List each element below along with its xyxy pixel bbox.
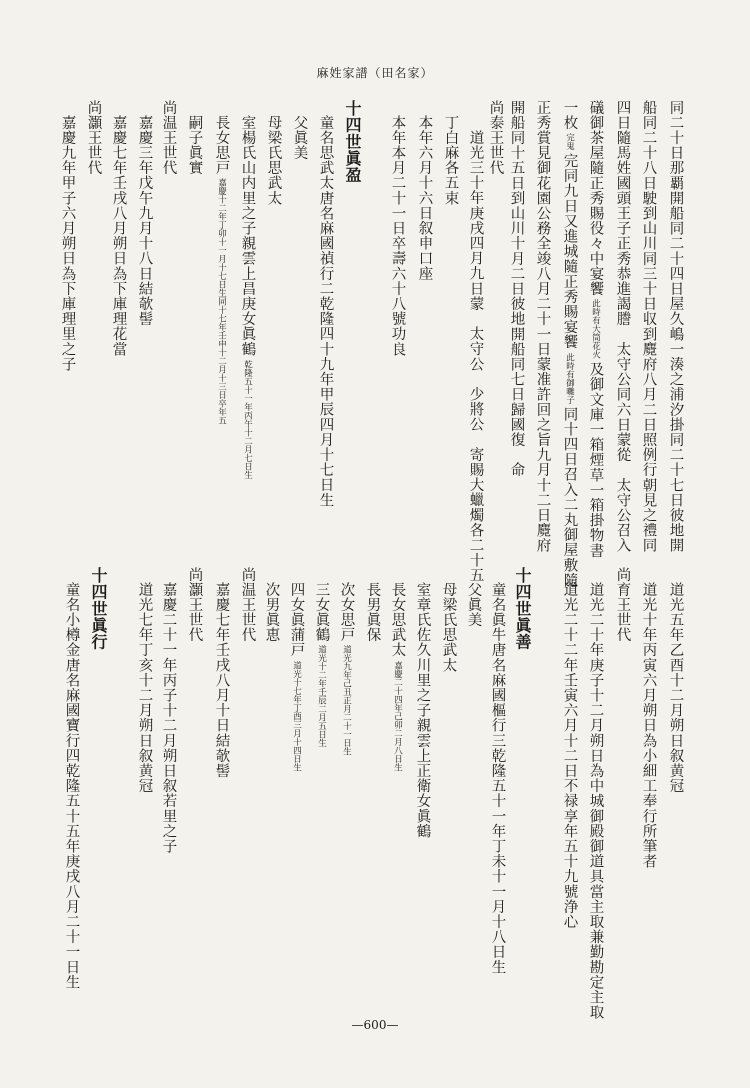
annotation-note: 嘉慶二十四年己卯二月八日生 [392,660,403,771]
text-column [214,115,229,428]
generation-heading [514,567,530,650]
text-column [161,582,176,854]
text-column [292,115,307,160]
text-column [314,582,329,750]
text-column [214,582,229,778]
text-column [240,567,255,643]
column-text: 道光二十二年壬寅六月十二日不禄享年五十九號浄心 [561,582,578,930]
annotation-note: 道光十二年壬辰二月五日生 [316,645,327,748]
text-column [60,115,75,372]
column-text: 丁白麻各五束 [442,115,459,206]
text-column [365,582,380,642]
annotation-note: 此時有大筒花火 [590,299,601,359]
text-column [668,582,683,793]
column-text: 長男眞保 [364,582,381,643]
text-column [390,115,405,357]
page-header: 麻姓家譜（田名家） [316,66,434,80]
text-column [264,582,279,642]
column-text: 嘉慶三年戊午九月十八日結欹髻 [136,115,153,327]
column-text: 同二十日那覇開船同二十四日屋久嶋一湊之浦汐掛同二十七日彼地開 [667,100,684,553]
text-column [415,582,430,839]
annotation-note: 道光十七年丁酉三月十四日生 [291,660,302,771]
column-text: 尚泰王世代 [487,100,504,176]
annotation-note: 嘉慶十二年丁卯十一月十七日生同十七年壬申十二月十三日卒年五 [216,178,227,425]
column-text: 童名小樽金唐名麻國寶行四乾隆五十五年庚戌八月二十一日生 [63,582,80,990]
column-text: 三女眞鶴 [313,582,330,643]
text-column [641,100,656,553]
column-text: 一枚 [561,100,578,131]
column-text: 十四世眞行 [89,567,108,650]
text-column [111,115,126,357]
column-text: 童名眞牛唐名麻國樞行三乾隆五十一年丁未十一月十八日生 [489,582,506,975]
column-text: 母梁氏思武太 [265,115,282,206]
column-text: 嘉慶九年甲子六月朔日為下庫理里之子 [59,115,76,372]
column-text: 本年六月十六日叙申口座 [416,115,433,282]
column-text: 尚温王世代 [239,567,256,643]
text-column [417,115,432,281]
column-text: 嘉慶七年壬戌八月十日結欹髻 [213,582,230,779]
text-column [668,100,683,553]
text-column [266,115,281,206]
column-text: 室章氏佐久川里之子親雲上正衛女眞鶴 [414,582,431,839]
text-column [441,582,456,673]
column-text: 嘉慶二十一年丙子十二月朔日叙若里之子 [160,582,177,854]
text-column [187,115,202,175]
column-text: 尚灝王世代 [85,100,102,176]
column-text: 尚灝王世代 [186,567,203,643]
annotation-note: 乾隆五十一年丙午十二月七日生 [242,359,253,479]
column-text: 尚温王世代 [160,100,177,176]
text-column [615,567,630,643]
column-text: 次女思戸 [338,582,355,643]
column-text: 正秀賞見御花園公務全竣八月二十一日蒙准許回之旨九月十二日麑府 [534,100,551,553]
column-text: 嘉慶七年壬戌八月朔日為下庫理花當 [110,115,127,357]
text-column [488,100,503,176]
column-text: 四日隨馬姓國頭王子正秀恭進謁謄 太守公同六日蒙從 太守公召入 [614,100,631,553]
text-column [64,582,79,990]
column-text: 母梁氏思武太 [440,582,457,673]
column-text: 父眞美 [291,115,308,161]
text-column [509,100,524,478]
text-column [318,115,333,508]
column-text: 本年本月二十一日卒壽六十八號功良 [389,115,406,357]
text-column [443,115,458,206]
column-text: 長女思戸 [213,115,230,176]
text-column [615,100,630,553]
text-column [490,582,505,975]
annotation-note: 此時有御囃子 [564,352,575,404]
column-text: 次男眞恵 [263,582,280,643]
page-number: —600— [351,1018,399,1032]
text-column [240,115,255,482]
text-column [588,582,603,1020]
text-column [137,582,152,793]
column-text: 道光三十年庚戌四月九日蒙 太守公 少將公 寄賜大蠟燭各二十五 [467,130,484,583]
column-text: 道光五年乙酉十二月朔日叙黄冠 [667,582,684,794]
column-text: 開船同十五日到山川十月二日彼地開船同七日歸國復 命 [508,100,525,478]
text-column [137,115,152,326]
column-text: 四女眞蒲戸 [288,582,305,658]
text-column [86,100,101,176]
column-text: 礒御茶屋隨正秀賜役々中宴饗 [587,100,604,297]
column-text: 同十四日召入二丸御屋敷隨 [561,406,578,588]
column-text: 童名思武太唐名麻國禎行二乾隆四十九年甲辰四月十七日生 [317,115,334,508]
column-text: 完同九日又進城隨正秀賜宴饗 [561,153,578,350]
generation-heading [90,567,106,650]
text-column [641,582,656,869]
column-text: 十四世眞盈 [343,100,362,183]
text-column [161,100,176,176]
column-text: 及御文庫一箱煙草一箱掛物書 [587,361,604,559]
column-text: 道光十年丙寅六月朔日為小細工奉行所筆者 [640,582,657,869]
text-column [468,130,483,583]
column-text: 道光七年丁亥十二月朔日叙黄冠 [136,582,153,794]
text-column [466,582,481,627]
column-text: 嗣子眞實 [186,115,203,176]
text-column [289,582,304,774]
column-text: 十四世眞善 [513,567,532,650]
text-column [535,100,550,553]
generation-heading [344,100,360,183]
text-column [339,582,354,759]
annotation-note: 道光九年己丑正月二十一日生 [341,645,352,756]
column-text: 船同二十八日駛到山川同三十日収到麑府八月二日照例行朝見之禮同 [640,100,657,553]
text-column [390,582,405,774]
column-text: 道光二十年庚子十二月朔日為中城御殿御道具當主取兼勤勘定主取 [587,582,604,1020]
text-column [588,100,603,558]
column-text: 尚育王世代 [614,567,631,643]
column-text: 父眞美 [465,582,482,628]
text-column [187,567,202,643]
annotation-note: 完鬼 [564,133,575,151]
text-column [562,100,577,588]
column-text: 長女思武太 [389,582,406,658]
text-column [562,582,577,929]
column-text: 室楊氏山内里之子親雲上昌庚女眞鶴 [239,115,256,357]
